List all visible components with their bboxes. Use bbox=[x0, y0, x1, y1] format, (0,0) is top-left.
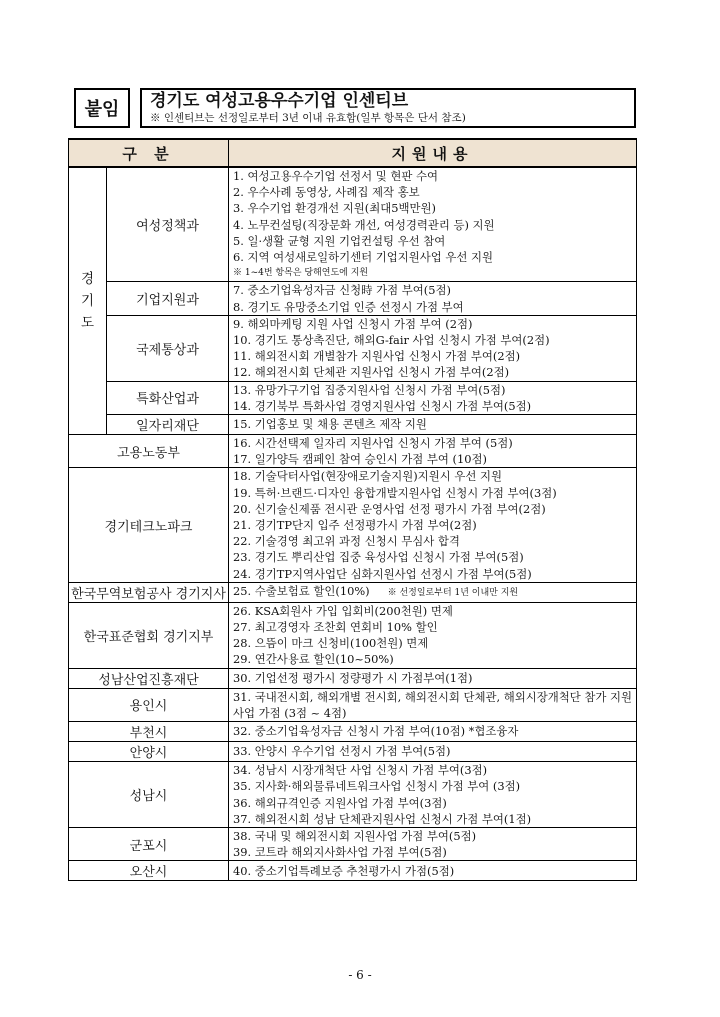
support-item: 34. 성남시 시장개척단 사업 신청시 가점 부여(3점) bbox=[233, 763, 488, 778]
row-category: 성남시 bbox=[69, 762, 229, 828]
support-item: 25. 수출보험료 할인(10%) ※ 선정일로부터 1년 이내만 지원 bbox=[233, 584, 519, 599]
row-support-items bbox=[229, 722, 637, 742]
table-row bbox=[69, 468, 637, 582]
row-category: 고용노동부 bbox=[69, 435, 229, 468]
support-item: 24. 경기TP지역사업단 심화지원사업 선정시 가점 부여(5점) bbox=[233, 566, 532, 581]
support-item: 13. 유망가구기업 집중지원사업 신청시 가점 부여(5점) bbox=[233, 382, 506, 397]
support-item: 37. 해외전시회 성남 단체관지원사업 신청시 가점 부여(1점) bbox=[233, 811, 532, 826]
row-category: 기업지원과 bbox=[107, 282, 229, 315]
table-row bbox=[69, 167, 637, 282]
gyeonggi-group-label: 경 기 도 bbox=[69, 167, 107, 435]
support-item: 18. 기술닥터사업(현장애로기술지원)지원시 우선 지원 bbox=[233, 469, 502, 484]
support-item: 4. 노무컨설팅(직장문화 개선, 여성경력관리 등) 지원 bbox=[233, 217, 495, 232]
table-row bbox=[69, 668, 637, 688]
support-item: 36. 해외규격인증 지원사업 가점 부여(3점) bbox=[233, 795, 447, 810]
support-item: 7. 중소기업육성자금 신청時 가점 부여(5점) bbox=[233, 283, 451, 298]
table-row bbox=[69, 282, 637, 315]
support-item: 22. 기술경영 최고위 과정 신청시 무심사 합격 bbox=[233, 534, 460, 549]
table-row bbox=[69, 742, 637, 762]
row-category: 용인시 bbox=[69, 688, 229, 721]
support-item: 6. 지역 여성새로일하기센터 기업지원사업 우선 지원 bbox=[233, 250, 494, 265]
table-row bbox=[69, 762, 637, 828]
table-row bbox=[69, 435, 637, 468]
row-support-items bbox=[229, 381, 637, 414]
row-support-items bbox=[229, 827, 637, 860]
row-support-items bbox=[229, 582, 637, 602]
row-support-items bbox=[229, 602, 637, 668]
row-category: 특화산업과 bbox=[107, 381, 229, 414]
row-support-items bbox=[229, 415, 637, 435]
support-item: 11. 해외전시회 개별참가 지원사업 신청시 가점 부여(2점) bbox=[233, 349, 521, 364]
table-header-row bbox=[69, 139, 637, 167]
row-category: 국제통상과 bbox=[107, 315, 229, 381]
support-item: 35. 지사화·해외물류네트워크사업 신청시 가점 부여 (3점) bbox=[233, 779, 521, 794]
row-support-items bbox=[229, 282, 637, 315]
row-category: 한국표준협회 경기지부 bbox=[69, 602, 229, 668]
support-item: 30. 기업선정 평가시 정량평가 시 가점부여(1점) bbox=[233, 671, 473, 686]
support-item: 28. 으뜸이 마크 신청비(100천원) 면제 bbox=[233, 636, 429, 651]
table-row bbox=[69, 827, 637, 860]
table-row bbox=[69, 415, 637, 435]
support-item: 17. 일가양득 캠페인 참여 승인시 가점 부여 (10점) bbox=[233, 452, 487, 467]
table-row bbox=[69, 381, 637, 414]
row-support-items bbox=[229, 688, 637, 721]
table-body bbox=[69, 167, 637, 881]
row-category: 오산시 bbox=[69, 861, 229, 881]
support-item: 5. 일·생활 균형 지원 기업컨설팅 우선 참여 bbox=[233, 233, 446, 248]
support-item: 27. 최고경영자 조찬회 연회비 10% 할인 bbox=[233, 620, 438, 635]
page-subtitle: ※ 인센티브는 선정일로부터 3년 이내 유효함(일부 항목은 단서 참조) bbox=[150, 112, 466, 124]
row-category: 한국무역보험공사 경기지사 bbox=[69, 582, 229, 602]
support-note: ※ 선정일로부터 1년 이내만 지원 bbox=[387, 588, 519, 599]
support-subnote: ※ 1~4번 항목은 당해연도에 지원 bbox=[233, 268, 369, 279]
row-support-items bbox=[229, 167, 637, 282]
incentive-table bbox=[68, 138, 637, 881]
row-support-items bbox=[229, 468, 637, 582]
row-support-items bbox=[229, 315, 637, 381]
row-category: 일자리재단 bbox=[107, 415, 229, 435]
support-item: 31. 국내전시회, 해외개별 전시회, 해외전시회 단체관, 해외시장개척단 참가 지원사업 가점 (3점 ~ 4점) bbox=[233, 689, 633, 720]
support-item: 12. 해외전시회 단체관 지원사업 신청시 가점 부여(2점) bbox=[233, 365, 510, 380]
support-item: 23. 경기도 뿌리산업 집중 육성사업 신청시 가점 부여(5점) bbox=[233, 550, 524, 565]
table-row bbox=[69, 688, 637, 721]
support-item: 21. 경기TP단지 입주 선정평가시 가점 부여(2점) bbox=[233, 518, 477, 533]
row-support-items bbox=[229, 762, 637, 828]
support-item: 2. 우수사례 동영상, 사례집 제작 홍보 bbox=[233, 185, 420, 200]
table-row bbox=[69, 582, 637, 602]
row-support-items bbox=[229, 861, 637, 881]
row-category: 성남산업진흥재단 bbox=[69, 668, 229, 688]
support-item: 3. 우수기업 환경개선 지원(최대5백만원) bbox=[233, 201, 436, 216]
row-support-items bbox=[229, 668, 637, 688]
support-item: 29. 연간사용료 할인(10~50%) bbox=[233, 652, 394, 667]
row-category: 안양시 bbox=[69, 742, 229, 762]
support-item: 8. 경기도 유망중소기업 인증 선정시 가점 부여 bbox=[233, 299, 464, 314]
table-row bbox=[69, 722, 637, 742]
header-category: 구 분 bbox=[69, 139, 229, 167]
support-item: 19. 특허·브랜드·디자인 융합개발지원사업 신청시 가점 부여(3점) bbox=[233, 485, 557, 500]
attachment-badge: 붙임 bbox=[74, 88, 130, 128]
support-item: 38. 국내 및 해외전시회 지원사업 가점 부여(5점) bbox=[233, 828, 477, 843]
support-item: 16. 시간선택제 일자리 지원사업 신청시 가점 부여 (5점) bbox=[233, 436, 513, 451]
support-item: 32. 중소기업육성자금 신청시 가점 부여(10점) *협조융자 bbox=[233, 724, 519, 739]
support-item: 39. 코트라 해외지사화사업 가점 부여(5점) bbox=[233, 845, 447, 860]
support-item: 40. 중소기업특례보증 추천평가시 가점(5점) bbox=[233, 863, 455, 878]
header-support: 지원내용 bbox=[229, 139, 637, 167]
title-box bbox=[140, 88, 636, 128]
row-support-items bbox=[229, 742, 637, 762]
row-support-items bbox=[229, 435, 637, 468]
page-number: - 6 - bbox=[348, 968, 372, 982]
table-row bbox=[69, 861, 637, 881]
row-category: 군포시 bbox=[69, 827, 229, 860]
support-item: 1. 여성고용우수기업 선정서 및 현판 수여 bbox=[233, 169, 439, 183]
row-category: 부천시 bbox=[69, 722, 229, 742]
row-category: 여성정책과 bbox=[107, 167, 229, 282]
support-item: 15. 기업홍보 및 채용 콘텐츠 제작 지원 bbox=[233, 417, 427, 432]
support-item: 14. 경기북부 특화사업 경영지원사업 신청시 가점 부여(5점) bbox=[233, 398, 532, 413]
support-item: 26. KSA회원사 가입 입회비(200천원) 면제 bbox=[233, 603, 453, 618]
table-row bbox=[69, 602, 637, 668]
support-item: 20. 신기술신제품 전시관 운영사업 선정 평가시 가점 부여(2점) bbox=[233, 501, 546, 516]
table-row bbox=[69, 315, 637, 381]
page-title: 경기도 여성고용우수기업 인센티브 bbox=[150, 91, 409, 111]
support-item: 33. 안양시 우수기업 선정시 가점 부여(5점) bbox=[233, 744, 451, 759]
support-item: 10. 경기도 통상촉진단, 해외G-fair 사업 신청시 가점 부여(2점) bbox=[233, 333, 550, 348]
row-category: 경기테크노파크 bbox=[69, 468, 229, 582]
support-item: 9. 해외마케팅 지원 사업 신청시 가점 부여 (2점) bbox=[233, 316, 473, 331]
